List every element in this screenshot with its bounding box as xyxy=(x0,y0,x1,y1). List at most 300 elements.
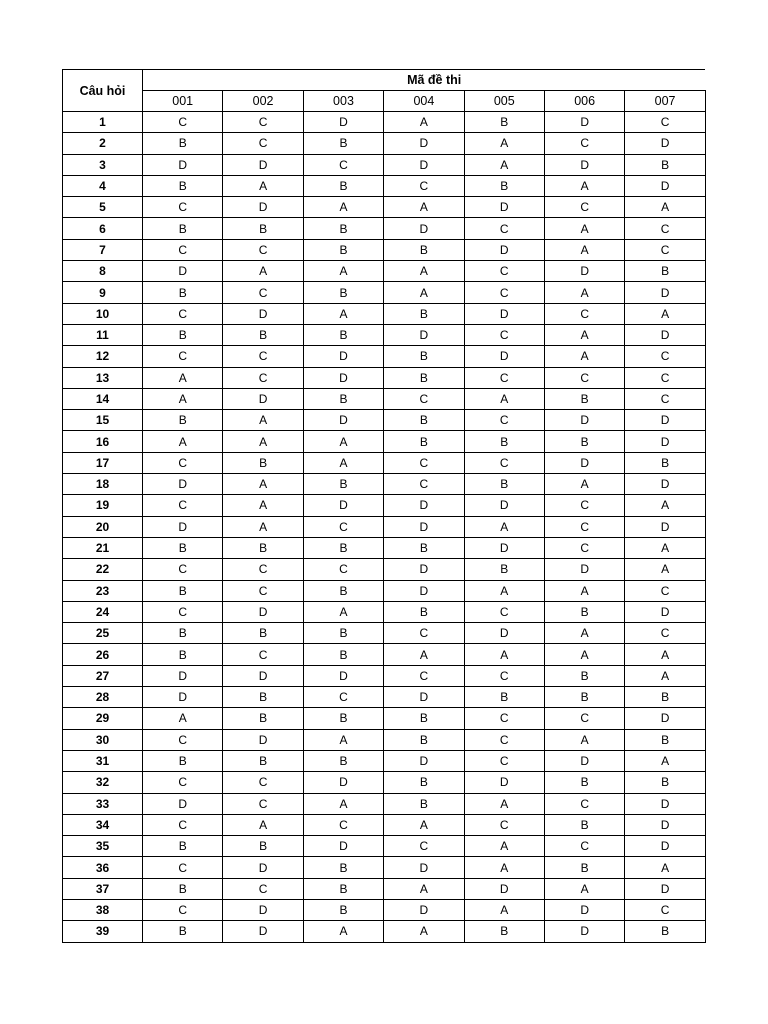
exam-code-header: 001 xyxy=(143,91,223,112)
answer-cell: A xyxy=(544,239,624,260)
answer-cell: C xyxy=(625,388,705,409)
answer-cell: D xyxy=(384,750,464,771)
header-row-group xyxy=(63,70,706,91)
answer-cell: A xyxy=(625,750,705,771)
answer-cell: A xyxy=(625,665,705,686)
answer-cell: D xyxy=(625,516,705,537)
answer-cell: B xyxy=(223,324,303,345)
answer-cell: B xyxy=(223,687,303,708)
question-number: 12 xyxy=(63,346,143,367)
answer-cell: D xyxy=(625,282,705,303)
answer-cell: A xyxy=(303,601,383,622)
answer-cell: D xyxy=(384,324,464,345)
answer-cell: B xyxy=(143,282,223,303)
answer-cell: B xyxy=(303,388,383,409)
table-row xyxy=(63,346,706,367)
answer-cell: C xyxy=(223,239,303,260)
question-number: 28 xyxy=(63,687,143,708)
answer-cell: C xyxy=(625,346,705,367)
answer-cell: B xyxy=(223,452,303,473)
answer-cell: B xyxy=(223,623,303,644)
answer-cell: B xyxy=(464,921,544,942)
answer-cell: B xyxy=(544,431,624,452)
answer-cell: C xyxy=(384,175,464,196)
question-number: 22 xyxy=(63,559,143,580)
answer-cell: D xyxy=(384,559,464,580)
answer-cell: B xyxy=(143,644,223,665)
table-row xyxy=(63,708,706,729)
answer-cell: B xyxy=(384,239,464,260)
answer-cell: D xyxy=(544,112,624,133)
answer-cell: B xyxy=(464,112,544,133)
answer-cell: D xyxy=(303,665,383,686)
answer-cell: C xyxy=(625,899,705,920)
answer-cell: D xyxy=(625,324,705,345)
answer-cell: C xyxy=(384,452,464,473)
table-row xyxy=(63,452,706,473)
table-row xyxy=(63,665,706,686)
answer-cell: A xyxy=(223,175,303,196)
answer-cell: B xyxy=(625,729,705,750)
question-number: 7 xyxy=(63,239,143,260)
table-row xyxy=(63,495,706,516)
question-number: 6 xyxy=(63,218,143,239)
answer-cell: B xyxy=(625,261,705,282)
answer-cell: D xyxy=(384,687,464,708)
answer-cell: B xyxy=(384,431,464,452)
answer-cell: D xyxy=(143,154,223,175)
answer-cell: D xyxy=(544,410,624,431)
answer-cell: B xyxy=(223,750,303,771)
table-row xyxy=(63,878,706,899)
question-number: 25 xyxy=(63,623,143,644)
answer-cell: A xyxy=(625,857,705,878)
table-row xyxy=(63,282,706,303)
answer-cell: B xyxy=(303,750,383,771)
answer-cell: C xyxy=(544,367,624,388)
answer-cell: A xyxy=(143,708,223,729)
answer-cell: A xyxy=(223,431,303,452)
answer-cell: C xyxy=(143,899,223,920)
answer-cell: D xyxy=(625,133,705,154)
answer-cell: D xyxy=(625,431,705,452)
answer-cell: A xyxy=(384,921,464,942)
question-number: 34 xyxy=(63,814,143,835)
answer-cell: B xyxy=(303,537,383,558)
answer-cell: C xyxy=(303,687,383,708)
answer-cell: D xyxy=(384,495,464,516)
table-row xyxy=(63,261,706,282)
answer-cell: C xyxy=(464,750,544,771)
answer-cell: D xyxy=(143,516,223,537)
answer-cell: A xyxy=(625,644,705,665)
answer-cell: C xyxy=(223,367,303,388)
answer-cell: D xyxy=(303,346,383,367)
answer-cell: A xyxy=(384,197,464,218)
question-number: 18 xyxy=(63,474,143,495)
question-number: 35 xyxy=(63,836,143,857)
answer-cell: A xyxy=(223,410,303,431)
question-number: 29 xyxy=(63,708,143,729)
answer-cell: C xyxy=(625,112,705,133)
answer-cell: B xyxy=(384,410,464,431)
answer-cell: A xyxy=(544,580,624,601)
question-number: 23 xyxy=(63,580,143,601)
answer-cell: C xyxy=(143,303,223,324)
answer-cell: D xyxy=(625,175,705,196)
table-row xyxy=(63,729,706,750)
question-column-header: Câu hỏi xyxy=(63,70,143,112)
answer-cell: A xyxy=(384,878,464,899)
answer-cell: B xyxy=(303,324,383,345)
answer-cell: A xyxy=(303,431,383,452)
answer-cell: B xyxy=(384,772,464,793)
answer-cell: D xyxy=(625,708,705,729)
table-row xyxy=(63,175,706,196)
answer-cell: A xyxy=(223,814,303,835)
answer-cell: C xyxy=(464,814,544,835)
answer-cell: B xyxy=(544,814,624,835)
answer-cell: C xyxy=(384,388,464,409)
exam-code-group-header: Mã đề thi xyxy=(143,70,706,91)
answer-cell: B xyxy=(384,729,464,750)
question-number: 15 xyxy=(63,410,143,431)
answer-cell: A xyxy=(464,154,544,175)
answer-cell: D xyxy=(223,729,303,750)
answer-cell: C xyxy=(544,197,624,218)
answer-cell: D xyxy=(223,388,303,409)
answer-cell: B xyxy=(544,388,624,409)
table-row xyxy=(63,324,706,345)
question-number: 38 xyxy=(63,899,143,920)
answer-cell: D xyxy=(223,899,303,920)
table-row xyxy=(63,218,706,239)
answer-cell: C xyxy=(223,772,303,793)
answer-cell: D xyxy=(223,921,303,942)
answer-cell: D xyxy=(143,793,223,814)
answer-cell: C xyxy=(143,452,223,473)
answer-cell: A xyxy=(464,644,544,665)
answer-cell: D xyxy=(464,303,544,324)
answer-cell: C xyxy=(143,814,223,835)
question-number: 37 xyxy=(63,878,143,899)
answer-cell: B xyxy=(303,133,383,154)
answer-cell: D xyxy=(625,601,705,622)
answer-cell: D xyxy=(625,474,705,495)
table-row xyxy=(63,537,706,558)
answer-cell: C xyxy=(625,218,705,239)
answer-cell: D xyxy=(303,495,383,516)
answer-key-table xyxy=(62,69,706,943)
answer-cell: C xyxy=(464,708,544,729)
exam-code-header: 006 xyxy=(544,91,624,112)
answer-cell: B xyxy=(303,708,383,729)
answer-cell: B xyxy=(143,623,223,644)
answer-cell: C xyxy=(544,537,624,558)
answer-cell: D xyxy=(143,665,223,686)
answer-cell: B xyxy=(143,537,223,558)
answer-cell: B xyxy=(303,239,383,260)
table-row xyxy=(63,154,706,175)
answer-cell: D xyxy=(303,836,383,857)
answer-cell: C xyxy=(464,601,544,622)
answer-cell: B xyxy=(625,452,705,473)
question-number: 9 xyxy=(63,282,143,303)
answer-cell: D xyxy=(223,197,303,218)
answer-cell: C xyxy=(303,154,383,175)
answer-cell: A xyxy=(384,112,464,133)
answer-cell: D xyxy=(384,218,464,239)
table-row xyxy=(63,580,706,601)
answer-cell: B xyxy=(464,687,544,708)
answer-cell: D xyxy=(544,154,624,175)
question-number: 13 xyxy=(63,367,143,388)
answer-cell: D xyxy=(384,516,464,537)
answer-cell: C xyxy=(223,878,303,899)
answer-cell: B xyxy=(625,687,705,708)
answer-cell: D xyxy=(384,857,464,878)
answer-cell: B xyxy=(384,346,464,367)
answer-cell: D xyxy=(384,154,464,175)
answer-cell: D xyxy=(464,495,544,516)
exam-code-header: 005 xyxy=(464,91,544,112)
answer-cell: B xyxy=(544,857,624,878)
question-number: 30 xyxy=(63,729,143,750)
table-row xyxy=(63,133,706,154)
table-header xyxy=(63,70,706,112)
answer-cell: A xyxy=(625,495,705,516)
question-number: 21 xyxy=(63,537,143,558)
answer-cell: A xyxy=(544,282,624,303)
answer-cell: C xyxy=(625,367,705,388)
answer-cell: A xyxy=(303,729,383,750)
answer-cell: A xyxy=(544,175,624,196)
question-number: 36 xyxy=(63,857,143,878)
answer-cell: B xyxy=(143,878,223,899)
answer-cell: C xyxy=(464,729,544,750)
table-row xyxy=(63,197,706,218)
answer-cell: A xyxy=(384,282,464,303)
question-number: 11 xyxy=(63,324,143,345)
answer-cell: C xyxy=(384,665,464,686)
answer-cell: A xyxy=(544,623,624,644)
question-number: 24 xyxy=(63,601,143,622)
answer-cell: A xyxy=(303,921,383,942)
exam-code-header: 003 xyxy=(303,91,383,112)
answer-cell: A xyxy=(223,516,303,537)
answer-cell: D xyxy=(143,687,223,708)
answer-cell: B xyxy=(544,687,624,708)
answer-cell: C xyxy=(625,623,705,644)
question-number: 33 xyxy=(63,793,143,814)
table-row xyxy=(63,836,706,857)
answer-cell: B xyxy=(625,154,705,175)
answer-cell: B xyxy=(464,175,544,196)
table-row xyxy=(63,772,706,793)
answer-cell: C xyxy=(464,282,544,303)
answer-cell: C xyxy=(625,580,705,601)
answer-cell: B xyxy=(143,750,223,771)
answer-cell: B xyxy=(143,133,223,154)
table-row xyxy=(63,474,706,495)
answer-cell: D xyxy=(625,878,705,899)
table-row xyxy=(63,431,706,452)
answer-cell: B xyxy=(464,474,544,495)
exam-code-header: 004 xyxy=(384,91,464,112)
answer-cell: C xyxy=(625,239,705,260)
exam-code-header: 002 xyxy=(223,91,303,112)
answer-cell: A xyxy=(384,261,464,282)
table-row xyxy=(63,516,706,537)
answer-cell: D xyxy=(625,793,705,814)
answer-cell: D xyxy=(143,261,223,282)
question-number: 19 xyxy=(63,495,143,516)
answer-cell: C xyxy=(544,708,624,729)
table-row xyxy=(63,601,706,622)
answer-cell: C xyxy=(143,495,223,516)
answer-cell: D xyxy=(544,899,624,920)
answer-cell: C xyxy=(464,452,544,473)
answer-cell: D xyxy=(223,665,303,686)
question-number: 2 xyxy=(63,133,143,154)
answer-cell: B xyxy=(143,218,223,239)
answer-cell: A xyxy=(544,218,624,239)
answer-cell: B xyxy=(625,921,705,942)
answer-cell: C xyxy=(143,857,223,878)
answer-cell: A xyxy=(464,133,544,154)
answer-cell: C xyxy=(143,346,223,367)
answer-cell: A xyxy=(544,644,624,665)
answer-cell: D xyxy=(544,921,624,942)
answer-cell: B xyxy=(223,537,303,558)
answer-cell: C xyxy=(143,239,223,260)
answer-cell: D xyxy=(303,772,383,793)
table-row xyxy=(63,559,706,580)
answer-cell: B xyxy=(303,623,383,644)
answer-cell: D xyxy=(223,857,303,878)
answer-cell: B xyxy=(384,303,464,324)
answer-cell: D xyxy=(303,367,383,388)
answer-cell: C xyxy=(143,772,223,793)
answer-cell: A xyxy=(303,303,383,324)
answer-cell: B xyxy=(544,601,624,622)
table-row xyxy=(63,303,706,324)
answer-cell: C xyxy=(143,112,223,133)
table-row xyxy=(63,239,706,260)
answer-cell: C xyxy=(464,218,544,239)
answer-cell: B xyxy=(303,878,383,899)
table-row xyxy=(63,112,706,133)
table-row xyxy=(63,687,706,708)
table-row xyxy=(63,750,706,771)
answer-cell: A xyxy=(464,857,544,878)
answer-cell: C xyxy=(544,836,624,857)
table-row xyxy=(63,857,706,878)
answer-cell: A xyxy=(625,559,705,580)
answer-cell: A xyxy=(143,367,223,388)
table-row xyxy=(63,814,706,835)
answer-cell: A xyxy=(384,814,464,835)
answer-cell: C xyxy=(143,559,223,580)
answer-cell: A xyxy=(464,580,544,601)
answer-cell: D xyxy=(464,239,544,260)
answer-cell: A xyxy=(143,388,223,409)
question-number: 27 xyxy=(63,665,143,686)
question-number: 4 xyxy=(63,175,143,196)
answer-cell: C xyxy=(464,367,544,388)
answer-cell: A xyxy=(544,346,624,367)
answer-cell: A xyxy=(303,197,383,218)
answer-cell: C xyxy=(464,665,544,686)
answer-cell: D xyxy=(625,814,705,835)
answer-cell: B xyxy=(303,644,383,665)
answer-cell: D xyxy=(384,899,464,920)
answer-cell: C xyxy=(384,623,464,644)
answer-cell: A xyxy=(464,836,544,857)
answer-cell: C xyxy=(223,580,303,601)
exam-code-header: 007 xyxy=(625,91,705,112)
answer-cell: D xyxy=(544,750,624,771)
answer-cell: A xyxy=(303,793,383,814)
table-row xyxy=(63,410,706,431)
answer-cell: B xyxy=(464,559,544,580)
answer-cell: C xyxy=(303,814,383,835)
answer-cell: B xyxy=(223,218,303,239)
answer-cell: B xyxy=(303,899,383,920)
answer-cell: D xyxy=(464,878,544,899)
answer-cell: C xyxy=(544,516,624,537)
answer-cell: A xyxy=(303,452,383,473)
answer-cell: C xyxy=(384,474,464,495)
table-row xyxy=(63,623,706,644)
question-number: 8 xyxy=(63,261,143,282)
answer-cell: C xyxy=(223,112,303,133)
table-row xyxy=(63,644,706,665)
answer-cell: A xyxy=(303,261,383,282)
answer-cell: D xyxy=(223,303,303,324)
answer-cell: C xyxy=(464,410,544,431)
answer-cell: D xyxy=(544,559,624,580)
answer-cell: B xyxy=(143,410,223,431)
answer-cell: C xyxy=(143,729,223,750)
answer-cell: C xyxy=(223,644,303,665)
answer-cell: B xyxy=(464,431,544,452)
answer-cell: D xyxy=(223,154,303,175)
question-number: 3 xyxy=(63,154,143,175)
answer-cell: B xyxy=(223,708,303,729)
answer-cell: B xyxy=(544,772,624,793)
table-row xyxy=(63,899,706,920)
question-number: 39 xyxy=(63,921,143,942)
answer-cell: D xyxy=(625,410,705,431)
answer-cell: C xyxy=(223,793,303,814)
table-row xyxy=(63,793,706,814)
answer-cell: A xyxy=(223,495,303,516)
answer-cell: C xyxy=(223,346,303,367)
question-number: 1 xyxy=(63,112,143,133)
table-row xyxy=(63,921,706,942)
answer-cell: A xyxy=(625,197,705,218)
answer-cell: A xyxy=(464,388,544,409)
answer-cell: B xyxy=(384,367,464,388)
answer-cell: B xyxy=(384,708,464,729)
answer-cell: D xyxy=(384,133,464,154)
answer-cell: B xyxy=(143,836,223,857)
answer-cell: C xyxy=(464,324,544,345)
question-number: 16 xyxy=(63,431,143,452)
answer-cell: C xyxy=(223,282,303,303)
answer-cell: A xyxy=(223,474,303,495)
